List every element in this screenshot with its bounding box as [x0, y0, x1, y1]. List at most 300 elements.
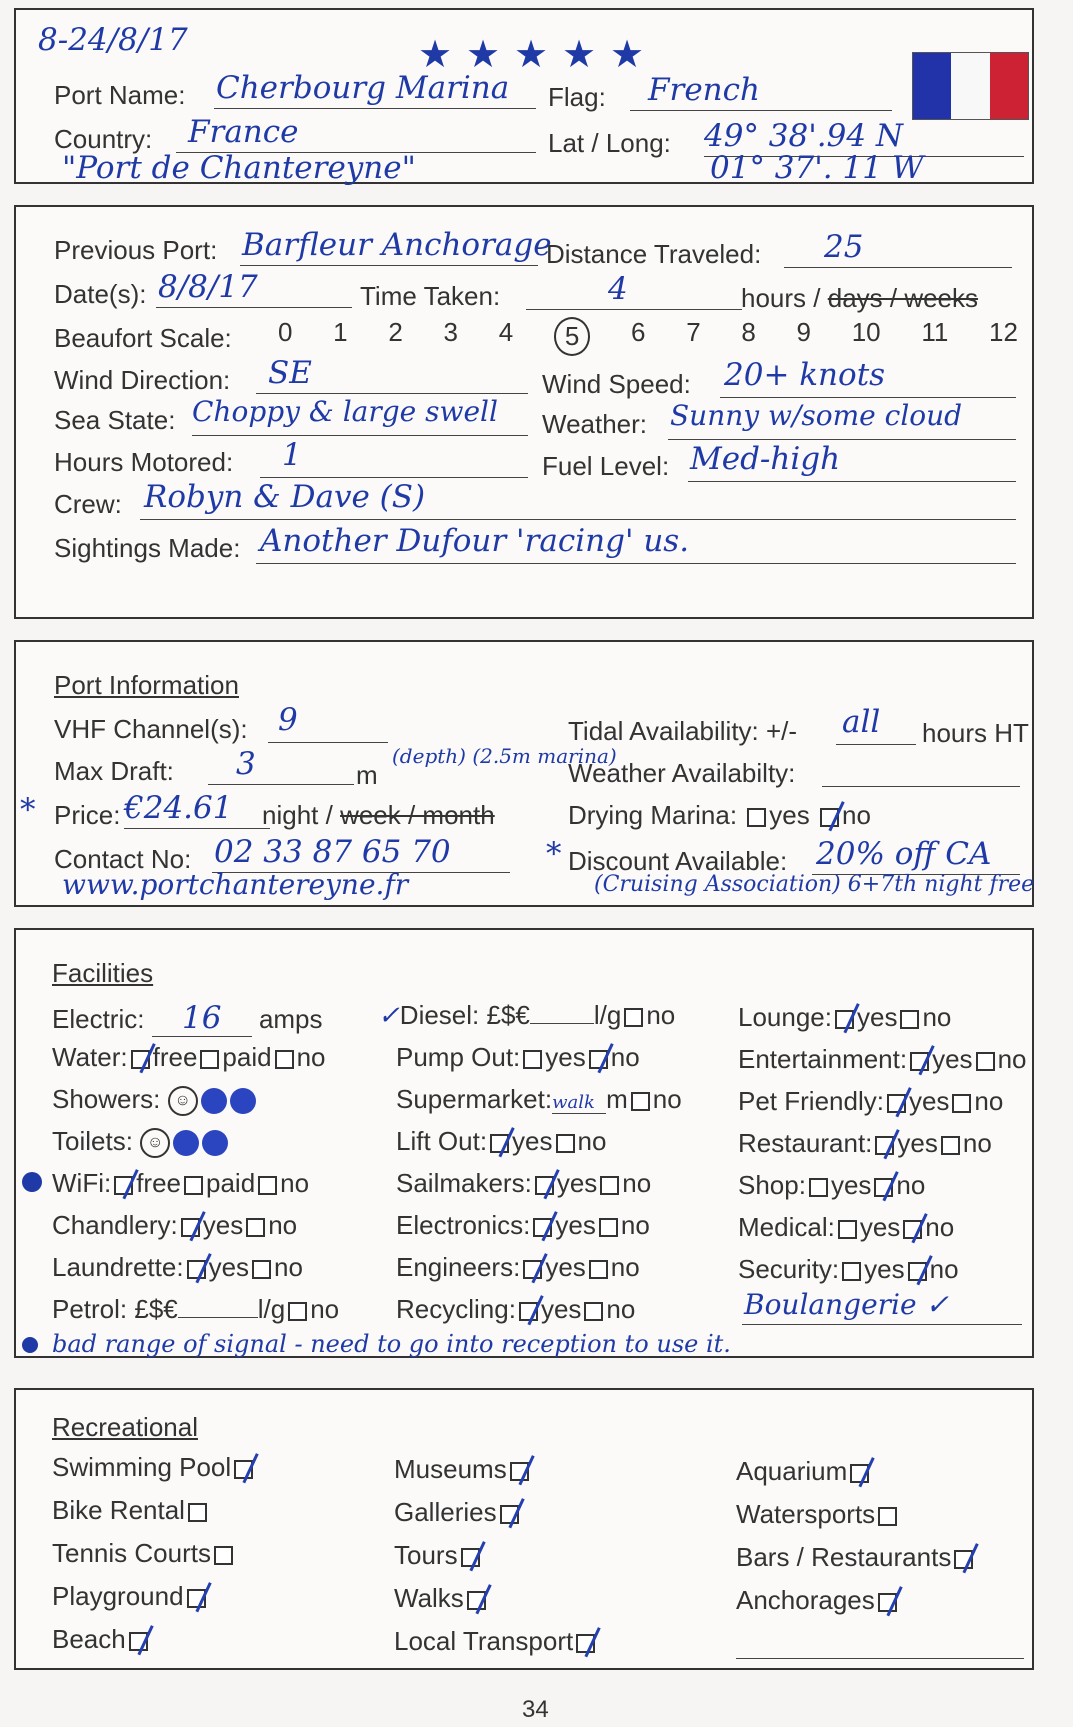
- laundrette-label: Laundrette:: [52, 1252, 184, 1282]
- recreational-item-checkbox[interactable]: [954, 1550, 973, 1569]
- recreational-item: [52, 1624, 256, 1667]
- pumpout-row: [396, 1042, 640, 1073]
- latlong-label: Lat / Long:: [548, 128, 671, 158]
- distance-value: 25: [824, 229, 864, 265]
- pet-yes-text: yes: [908, 1086, 950, 1116]
- weather-line: [668, 439, 1016, 440]
- crew-label: Crew:: [54, 489, 122, 519]
- flag-stripe: [951, 53, 989, 119]
- electronics-row: [396, 1210, 650, 1241]
- diesel-row: [378, 1000, 675, 1031]
- flag-stripe: [990, 53, 1028, 119]
- recreational-item: [394, 1583, 598, 1626]
- security-no-text: no: [929, 1254, 959, 1284]
- laundrette-no-checkbox[interactable]: [252, 1260, 271, 1279]
- price-night-text: night /: [262, 800, 333, 830]
- water-row: [52, 1042, 326, 1073]
- restaurant-row: [738, 1128, 992, 1159]
- recreational-column-1: [52, 1452, 256, 1667]
- smiley-icon: ☺: [168, 1086, 198, 1116]
- petrol-row: [52, 1294, 339, 1325]
- header-section: [14, 8, 1034, 184]
- sailmakers-label: Sailmakers:: [396, 1168, 532, 1198]
- medical-no-text: no: [925, 1212, 955, 1242]
- medical-yes-checkbox[interactable]: [838, 1220, 857, 1239]
- max-draft-label: Max Draft:: [54, 756, 174, 786]
- shop-no-checkbox[interactable]: [874, 1178, 893, 1197]
- beaufort-value[interactable]: 0: [278, 317, 293, 347]
- flag-stripe: [913, 53, 951, 119]
- laundrette-no-text: no: [274, 1252, 303, 1282]
- drying-no-checkbox[interactable]: [820, 808, 839, 827]
- price-line: [124, 828, 270, 829]
- medical-no-checkbox[interactable]: [903, 1220, 922, 1239]
- diesel-lg-text: l/g: [593, 1000, 622, 1030]
- pumpout-no-text: no: [610, 1042, 640, 1072]
- entertainment-yes-checkbox[interactable]: [910, 1052, 929, 1071]
- liftout-yes-text: yes: [512, 1126, 553, 1156]
- country-value: France: [188, 114, 299, 150]
- recreational-item-checkbox[interactable]: [187, 1589, 206, 1608]
- extra-facility-value: Boulangerie ✓: [744, 1288, 949, 1321]
- supermarket-no-text: no: [652, 1084, 682, 1114]
- chandlery-label: Chandlery:: [52, 1210, 178, 1240]
- beaufort-value[interactable]: 9: [796, 317, 812, 347]
- port-name-value: Cherbourg Marina: [216, 70, 510, 106]
- liftout-yes-checkbox[interactable]: [490, 1134, 509, 1153]
- entertainment-yes-text: yes: [932, 1044, 973, 1074]
- water-free-text: free: [152, 1042, 198, 1072]
- star-icon: ★: [514, 34, 549, 76]
- supermarket-note: walk: [552, 1092, 606, 1114]
- star-icon: ★: [610, 34, 645, 76]
- engineers-row: [396, 1252, 640, 1283]
- sea-state-line: [192, 435, 528, 436]
- wind-direction-value: SE: [268, 355, 312, 391]
- beaufort-value[interactable]: 1: [333, 317, 348, 347]
- electric-label: Electric:: [52, 1004, 145, 1034]
- tidal-suffix: hours HT: [922, 718, 1029, 748]
- fuel-level-label: Fuel Level:: [542, 451, 670, 481]
- entertainment-no-text: no: [997, 1044, 1027, 1074]
- electric-value: 16: [152, 1000, 252, 1037]
- pet-friendly-row: [738, 1086, 1003, 1117]
- recreational-item-checkbox[interactable]: [878, 1593, 897, 1612]
- lounge-row: [738, 1002, 951, 1033]
- diesel-no-text: no: [646, 1000, 676, 1030]
- recycling-no-text: no: [606, 1294, 636, 1324]
- french-flag-icon: [912, 52, 1029, 120]
- sailmakers-no-checkbox[interactable]: [600, 1176, 619, 1195]
- tidal-label: Tidal Availability: +/-: [568, 716, 798, 746]
- recreational-item-label: Local Transport: [394, 1626, 574, 1656]
- chandlery-row: [52, 1210, 297, 1241]
- time-taken-value: 4: [608, 271, 628, 307]
- engineers-label: Engineers:: [396, 1252, 521, 1282]
- beaufort-scale: [278, 317, 1018, 356]
- lounge-no-checkbox[interactable]: [900, 1010, 919, 1029]
- supermarket-no-checkbox[interactable]: [631, 1092, 650, 1111]
- wifi-paid-checkbox[interactable]: [184, 1176, 203, 1195]
- days-weeks-text: days / weeks: [827, 283, 979, 313]
- pumpout-yes-checkbox[interactable]: [523, 1050, 542, 1069]
- diesel-tick-icon: ✓: [378, 1001, 400, 1031]
- date-line: [156, 307, 352, 308]
- port-info-section: [14, 640, 1034, 907]
- laundrette-row: [52, 1252, 303, 1283]
- drying-marina-text: Drying Marina:: [568, 800, 738, 830]
- medical-yes-text: yes: [859, 1212, 901, 1242]
- hours-motored-line: [260, 477, 528, 478]
- max-draft-note: (depth) (2.5m marina): [392, 744, 617, 768]
- hours-motored-label: Hours Motored:: [54, 447, 234, 477]
- weather-label: Weather:: [542, 409, 648, 439]
- crew-line: [140, 519, 1016, 520]
- hours-text: hours /: [741, 283, 821, 313]
- price-label: Price:: [54, 800, 121, 830]
- security-label: Security:: [738, 1254, 840, 1284]
- hours-motored-value: 1: [282, 437, 302, 473]
- recreational-item: [52, 1495, 256, 1538]
- recreational-item-label: Playground: [52, 1581, 184, 1611]
- time-taken-label: Time Taken:: [360, 281, 501, 311]
- wifi-note-bullet-icon: [22, 1337, 38, 1353]
- wifi-note: bad range of signal - need to go into reception to use it.: [52, 1330, 731, 1358]
- beaufort-value[interactable]: 6: [631, 317, 646, 347]
- amps-text: amps: [258, 1004, 323, 1034]
- sea-state-label: Sea State:: [54, 405, 176, 435]
- time-taken-line: [526, 309, 742, 310]
- recycling-label: Recycling:: [396, 1294, 516, 1324]
- chandlery-no-checkbox[interactable]: [246, 1218, 265, 1237]
- distance-line: [784, 267, 1012, 268]
- recreational-item-checkbox[interactable]: [214, 1546, 233, 1565]
- flag-line: [630, 110, 892, 111]
- beaufort-value[interactable]: 2: [388, 317, 403, 347]
- petrol-no-text: no: [310, 1294, 340, 1324]
- recreational-item-label: Bike Rental: [52, 1495, 185, 1525]
- engineers-no-text: no: [610, 1252, 640, 1282]
- toilets-row: [52, 1126, 231, 1158]
- pet-no-checkbox[interactable]: [952, 1094, 971, 1113]
- website-value: www.portchantereyne.fr: [62, 868, 409, 901]
- discount-value: 20% off CA: [816, 836, 992, 872]
- shop-yes-text: yes: [830, 1170, 872, 1200]
- recycling-yes-checkbox[interactable]: [519, 1302, 538, 1321]
- lounge-yes-checkbox[interactable]: [835, 1010, 854, 1029]
- water-paid-checkbox[interactable]: [200, 1050, 219, 1069]
- engineers-yes-checkbox[interactable]: [523, 1260, 542, 1279]
- shop-label: Shop:: [738, 1170, 806, 1200]
- wifi-free-text: free: [136, 1168, 182, 1198]
- recycling-row: [396, 1294, 635, 1325]
- petrol-lg-text: l/g: [257, 1294, 286, 1324]
- wind-speed-value: 20+ knots: [724, 357, 886, 393]
- previous-port-line: [240, 265, 538, 266]
- drying-yes-checkbox[interactable]: [747, 808, 766, 827]
- contact-value: 02 33 87 65 70: [214, 834, 451, 870]
- supermarket-row: [396, 1084, 682, 1115]
- recycling-yes-text: yes: [540, 1294, 582, 1324]
- electric-row: [52, 1000, 323, 1037]
- price-week-month-text: week / month: [340, 800, 495, 830]
- recreational-item-label: Galleries: [394, 1497, 497, 1527]
- fuel-level-value: Med-high: [690, 441, 841, 477]
- sightings-value: Another Dufour 'racing' us.: [260, 523, 690, 559]
- liftout-no-checkbox[interactable]: [556, 1134, 575, 1153]
- drying-no-text: no: [842, 800, 871, 830]
- recreational-item-label: Walks: [394, 1583, 464, 1613]
- pet-no-text: no: [974, 1086, 1004, 1116]
- beaufort-value[interactable]: 12: [989, 317, 1018, 347]
- water-no-checkbox[interactable]: [275, 1050, 294, 1069]
- wifi-free-checkbox[interactable]: [114, 1176, 133, 1195]
- sea-state-value: Choppy & large swell: [192, 395, 498, 428]
- wifi-paid-text: paid: [206, 1168, 256, 1198]
- recreational-item-checkbox[interactable]: [188, 1503, 207, 1522]
- pumpout-no-checkbox[interactable]: [589, 1050, 608, 1069]
- recreational-item-label: Tours: [394, 1540, 458, 1570]
- page-number: 34: [522, 1696, 549, 1723]
- recreational-item-label: Aquarium: [736, 1456, 848, 1486]
- vhf-label: VHF Channel(s):: [54, 714, 248, 744]
- lounge-label: Lounge:: [738, 1002, 832, 1032]
- max-draft-unit: m: [356, 760, 378, 790]
- diesel-no-checkbox[interactable]: [624, 1008, 643, 1027]
- dates-handwritten: 8-24/8/17: [38, 22, 188, 58]
- supermarket-label: Supermarket:: [396, 1084, 553, 1114]
- discount-note: (Cruising Association) 6+7th night free: [594, 872, 1035, 897]
- water-label: Water:: [52, 1042, 128, 1072]
- discount-star-icon: *: [546, 836, 562, 872]
- recreational-blank-line: [736, 1658, 1024, 1659]
- recreational-item: [394, 1454, 598, 1497]
- showers-row: [52, 1084, 259, 1116]
- restaurant-label: Restaurant:: [738, 1128, 873, 1158]
- sailmakers-row: [396, 1168, 651, 1199]
- water-paid-text: paid: [222, 1042, 272, 1072]
- recreational-item-label: Swimming Pool: [52, 1452, 232, 1482]
- recreational-item: [736, 1456, 976, 1499]
- weather-availability-label: Weather Availabilty:: [568, 758, 796, 788]
- weather-value: Sunny w/some cloud: [670, 399, 963, 432]
- engineers-yes-text: yes: [545, 1252, 586, 1282]
- max-draft-line: [208, 784, 354, 785]
- shop-no-text: no: [896, 1170, 926, 1200]
- sailmakers-yes-checkbox[interactable]: [535, 1176, 554, 1195]
- distance-label: Distance Traveled:: [546, 239, 762, 269]
- sailmakers-yes-text: yes: [556, 1168, 598, 1198]
- contact-label: Contact No:: [54, 844, 192, 874]
- electronics-no-checkbox[interactable]: [599, 1218, 618, 1237]
- entertainment-row: [738, 1044, 1026, 1075]
- electronics-yes-text: yes: [555, 1210, 596, 1240]
- lounge-yes-text: yes: [856, 1002, 898, 1032]
- drying-yes-text: yes: [769, 800, 810, 830]
- vhf-value: 9: [278, 702, 298, 738]
- flag-value: French: [648, 72, 760, 108]
- max-draft-value: 3: [236, 746, 256, 782]
- toilets-label: Toilets:: [52, 1126, 133, 1156]
- sailmakers-no-text: no: [622, 1168, 652, 1198]
- beaufort-value[interactable]: 10: [851, 317, 881, 347]
- smiley-icon: ☺: [140, 1128, 170, 1158]
- port-info-title: Port Information: [54, 670, 239, 700]
- chandlery-yes-text: yes: [202, 1210, 244, 1240]
- electronics-label: Electronics:: [396, 1210, 531, 1240]
- recreational-item: [394, 1626, 598, 1669]
- price-value: €24.61: [124, 790, 233, 826]
- restaurant-yes-text: yes: [897, 1128, 938, 1158]
- recreational-item: [394, 1497, 598, 1540]
- restaurant-no-checkbox[interactable]: [941, 1136, 960, 1155]
- recreational-item-checkbox[interactable]: [878, 1507, 897, 1526]
- entertainment-label: Entertainment:: [738, 1044, 908, 1074]
- alt-name-value: "Port de Chantereyne": [62, 150, 416, 186]
- beaufort-value[interactable]: 5: [554, 317, 590, 356]
- beaufort-value[interactable]: 8: [741, 317, 756, 347]
- electronics-yes-checkbox[interactable]: [533, 1218, 552, 1237]
- pet-yes-checkbox[interactable]: [887, 1094, 906, 1113]
- previous-port-value: Barfleur Anchorage: [242, 227, 552, 263]
- liftout-row: [396, 1126, 606, 1157]
- recreational-item: [736, 1542, 976, 1585]
- passage-section: [14, 205, 1034, 619]
- security-row: [738, 1254, 959, 1285]
- tidal-value: all: [842, 704, 881, 740]
- beaufort-value[interactable]: 4: [498, 317, 514, 347]
- rating-filled-icon: [173, 1130, 199, 1156]
- laundrette-yes-text: yes: [208, 1252, 250, 1282]
- chandlery-yes-checkbox[interactable]: [181, 1218, 200, 1237]
- fuel-level-line: [688, 481, 1016, 482]
- diesel-label: Diesel: £$€: [399, 1000, 530, 1030]
- latitude-value: 49° 38'.94 N: [704, 118, 904, 154]
- recreational-column-3: [736, 1456, 976, 1628]
- recreational-item-checkbox[interactable]: [234, 1460, 253, 1479]
- lounge-no-text: no: [922, 1002, 952, 1032]
- tidal-line: [836, 744, 916, 745]
- wifi-row: [52, 1168, 309, 1199]
- vhf-line: [268, 742, 388, 743]
- recreational-item-checkbox[interactable]: [576, 1634, 595, 1653]
- entertainment-no-checkbox[interactable]: [976, 1052, 995, 1071]
- rating-filled-icon: [201, 1088, 227, 1114]
- petrol-label: Petrol: £$€: [52, 1294, 178, 1324]
- wind-speed-line: [720, 397, 1016, 398]
- petrol-blank: [178, 1317, 258, 1318]
- rating-filled-icon: [202, 1130, 228, 1156]
- facilities-title: Facilities: [52, 958, 154, 988]
- water-free-checkbox[interactable]: [131, 1050, 150, 1069]
- wifi-no-text: no: [280, 1168, 310, 1198]
- recreational-item-label: Anchorages: [736, 1585, 875, 1615]
- recreational-item: [736, 1585, 976, 1628]
- medical-label: Medical:: [738, 1212, 835, 1242]
- drying-marina-label: [568, 800, 871, 831]
- security-yes-checkbox[interactable]: [842, 1262, 861, 1281]
- weather-availability-line: [822, 786, 1020, 787]
- hours-label: [741, 283, 978, 314]
- wifi-note-bullet-icon: [22, 1172, 42, 1192]
- recreational-item: [52, 1538, 256, 1581]
- restaurant-yes-checkbox[interactable]: [875, 1136, 894, 1155]
- supermarket-m-text: m: [606, 1084, 628, 1114]
- wifi-no-checkbox[interactable]: [258, 1176, 277, 1195]
- recreational-item-label: Bars / Restaurants: [736, 1542, 952, 1572]
- recreational-column-2: [394, 1454, 598, 1669]
- petrol-no-checkbox[interactable]: [288, 1302, 307, 1321]
- sightings-line: [256, 563, 1016, 564]
- recreational-item-checkbox[interactable]: [129, 1632, 148, 1651]
- flag-label: Flag:: [548, 82, 606, 112]
- recycling-no-checkbox[interactable]: [584, 1302, 603, 1321]
- laundrette-yes-checkbox[interactable]: [187, 1260, 206, 1279]
- date-value: 8/8/17: [158, 269, 258, 305]
- shop-row: [738, 1170, 925, 1201]
- beaufort-value[interactable]: 7: [686, 317, 701, 347]
- liftout-label: Lift Out:: [396, 1126, 488, 1156]
- recreational-item-checkbox[interactable]: [467, 1591, 486, 1610]
- star-icon: ★: [562, 34, 597, 76]
- security-yes-text: yes: [864, 1254, 905, 1284]
- beaufort-label: Beaufort Scale:: [54, 323, 232, 353]
- dates-label: Date(s):: [54, 279, 147, 309]
- port-name-line: [214, 108, 536, 109]
- recreational-item-checkbox[interactable]: [461, 1548, 480, 1567]
- wind-direction-label: Wind Direction:: [54, 365, 231, 395]
- recreational-section: [14, 1388, 1034, 1670]
- showers-label: Showers:: [52, 1084, 161, 1114]
- security-no-checkbox[interactable]: [908, 1262, 927, 1281]
- chandlery-no-text: no: [268, 1210, 298, 1240]
- star-icon: ★: [418, 34, 453, 76]
- electronics-no-text: no: [620, 1210, 650, 1240]
- recreational-item-checkbox[interactable]: [850, 1464, 869, 1483]
- facilities-section: [14, 928, 1034, 1358]
- beaufort-value[interactable]: 11: [921, 317, 949, 347]
- rating-filled-icon: [230, 1088, 256, 1114]
- diesel-blank: [530, 1023, 594, 1024]
- beaufort-value[interactable]: 3: [443, 317, 458, 347]
- liftout-no-text: no: [577, 1126, 607, 1156]
- restaurant-no-text: no: [962, 1128, 992, 1158]
- recreational-item: [736, 1499, 976, 1542]
- recreational-item: [394, 1540, 598, 1583]
- wifi-label: WiFi:: [52, 1168, 112, 1198]
- sightings-label: Sightings Made:: [54, 533, 241, 563]
- price-period: [262, 800, 495, 831]
- engineers-no-checkbox[interactable]: [589, 1260, 608, 1279]
- recreational-item-label: Museums: [394, 1454, 507, 1484]
- recreational-item-label: Watersports: [736, 1499, 876, 1529]
- recreational-item-label: Beach: [52, 1624, 126, 1654]
- recreational-item-checkbox[interactable]: [510, 1462, 529, 1481]
- country-label: Country:: [54, 124, 153, 154]
- star-icon: ★: [466, 34, 501, 76]
- recreational-item-checkbox[interactable]: [500, 1505, 519, 1524]
- longitude-value: 01° 37'. 11 W: [710, 150, 924, 186]
- recreational-title: Recreational: [52, 1412, 198, 1442]
- shop-yes-checkbox[interactable]: [809, 1178, 828, 1197]
- wind-speed-label: Wind Speed:: [542, 369, 691, 399]
- pumpout-yes-text: yes: [545, 1042, 586, 1072]
- recreational-item: [52, 1452, 256, 1495]
- port-name-label: Port Name:: [54, 80, 186, 110]
- crew-value: Robyn & Dave (S): [144, 479, 426, 515]
- price-star-icon: *: [20, 792, 36, 828]
- recreational-item: [52, 1581, 256, 1624]
